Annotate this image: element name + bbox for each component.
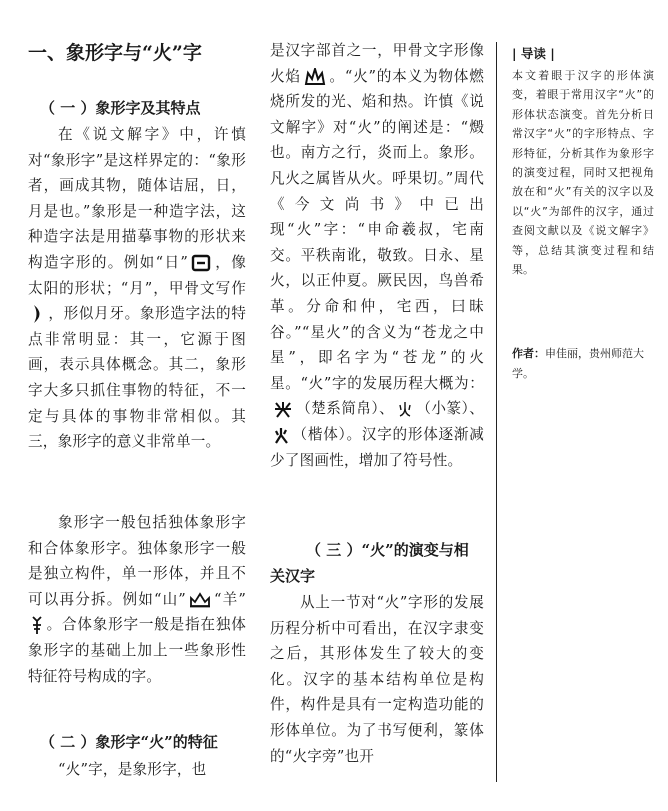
fire-regular-glyph-icon — [273, 426, 289, 444]
paragraph-5: 从上一节对“火”字形的发展历程分析中可看出，在汉字隶变之后，其形体发生了较大的变化。汉字的基本结构单位是构件，构件是具有一定构造功能的形体单位。为了书写便利，篆体的“火字旁”也开 — [270, 594, 484, 765]
paragraph-2-text-a: 象形字一般包括独体象形字和合体象形字。独体象形字一般是独立构件，单一形体，并且不可以再分拆。例如“山” — [28, 514, 246, 608]
subheading-3-line-1: （ 三 ）“火”的演变与相 — [306, 541, 469, 559]
fire-chu-glyph-icon — [273, 400, 293, 418]
paragraph-1 — [28, 122, 246, 455]
author-text: 申佳丽，贵州师范大学。 — [512, 347, 644, 380]
sidebar-abstract: 本文着眼于汉字的形体演变，着眼于常用汉字“火”的形体状态演变。首先分析日常汉字“火”的字形特点、字形特征，分析其作为象形字的演变过程，同时又把视角放在和“火”有关的汉字以及以“火”为部件的汉字，通过查阅文献以及《说文解字》等，总结其演变过程和结果。 — [512, 69, 654, 277]
author-label: 作者： — [512, 347, 545, 360]
paragraph-4-text-e: （楷体）。汉字的形体逐渐减少了图画性，增加了符号性。 — [270, 425, 484, 469]
fire-oracle-glyph-icon — [304, 68, 326, 86]
author-info — [512, 344, 654, 384]
column-divider — [496, 42, 497, 782]
subheading-3-line-2: 关汉字 — [270, 567, 316, 585]
paragraph-4-text-a: 是汉字部首之一，甲骨文字形像火焰 — [270, 42, 484, 85]
subheading-1: （ 一 ）象形字及其特点 — [40, 99, 201, 117]
paragraph-1-text-a: 在《说文解字》中，许慎对“象形字”是这样界定的：“象形者，画成其物，随体诘屈，日，月是也。”象形是一种造字法，这种造字法是用描摹事物的形状来构造字形的。例如“日” — [28, 126, 246, 271]
paragraph-2-text-c: 。合体象形字一般是指在独体象形字的基础上加上一些象形性特征符号构成的字。 — [28, 616, 246, 685]
paragraph-1-text-b: ，像太阳的形状；“月”，甲骨文写作 — [28, 253, 247, 297]
sheep-glyph-icon — [31, 615, 43, 635]
paragraph-4 — [270, 38, 484, 473]
paragraph-4-text-d: （小篆）、 — [416, 400, 485, 418]
paragraph-3: “火”字，是象形字，也 — [58, 761, 207, 778]
section-title: 一、象形字与“火”字 — [28, 42, 202, 64]
paragraph-4-text-c: （楚系简帛）、 — [296, 400, 395, 418]
paragraph-4-text-b: 。“火”的本义为物体燃烧所发的光、焰和热。许慎《说文解字》对“火”的阐述是：“燬也。南方之行，炎而上。象形。凡火之属皆从火。呼果切。”周代《今文尚书》中已出现“火”字：“申命羲叔，宅南交。平秩南讹，敬致。日永、星火，以正仲夏。厥民因，鸟兽希革。分命和仲，宅西，曰昧谷。”“星火”的含义为“苍龙之中星”，即名字为“苍龙”的火星。“火”字的发展历程大概为： — [270, 67, 484, 392]
moon-glyph-icon — [31, 304, 45, 324]
sun-glyph-icon — [191, 254, 211, 272]
fire-seal-glyph-icon — [397, 400, 413, 418]
paragraph-2 — [28, 510, 246, 689]
mountain-glyph-icon — [189, 592, 211, 608]
subheading-2: （ 二 ）象形字“火”的特征 — [40, 733, 218, 751]
paragraph-1-text-c: ，形似月牙。象形造字法的特点非常明显：其一，它源于图画，表示具体概念。其二，象形字大多只抓住事物的特征，不一定与具体的事物非常相似。其三，象形字的意义非常单一。 — [28, 305, 246, 451]
paragraph-2-text-b: “羊” — [213, 590, 247, 608]
sidebar-heading: | 导读 | — [512, 46, 555, 61]
